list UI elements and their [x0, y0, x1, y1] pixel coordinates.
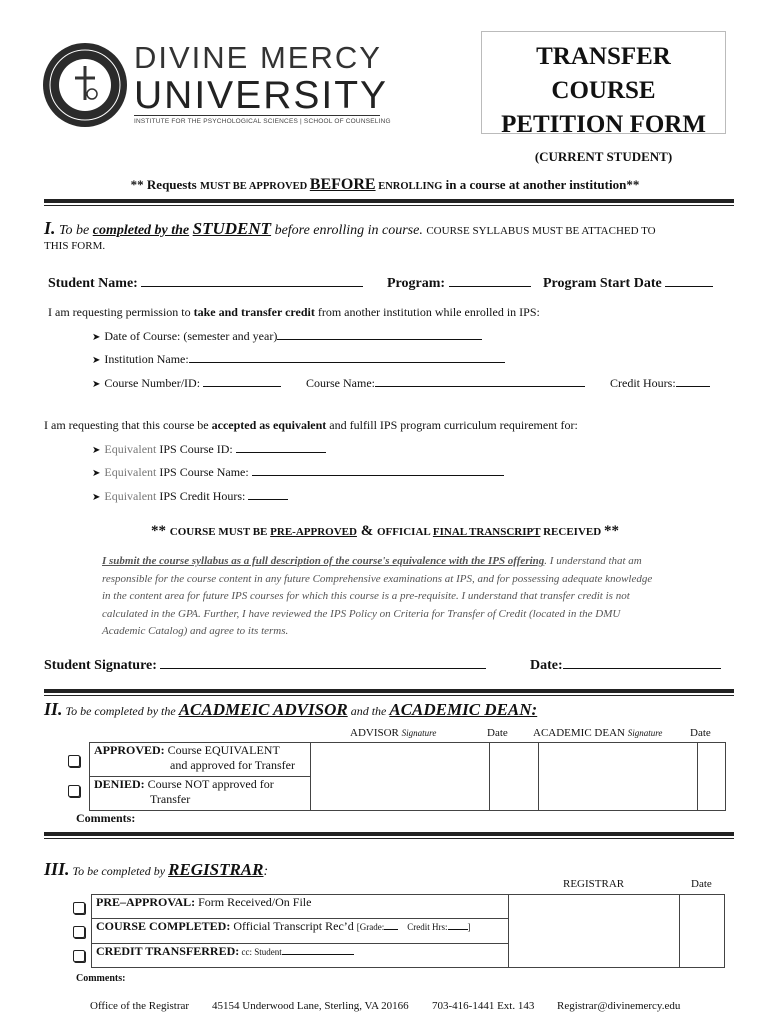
section-1-completed: completed by the: [92, 223, 190, 238]
section-2-and: and the: [347, 704, 390, 718]
section-1-text2: before enrolling in course.: [271, 223, 427, 238]
section-2-heading: [44, 699, 537, 720]
grade-label: [Grade:: [356, 922, 385, 933]
course-completed-text: Official Transcript Rec’d: [230, 919, 357, 934]
program-field: [387, 272, 531, 292]
denied-option: [90, 777, 311, 811]
course-name-label: Course Name:: [306, 376, 375, 390]
university-seal-logo: [42, 42, 128, 128]
form-subtitle: (CURRENT STUDENT): [534, 149, 673, 164]
divider-rule: [44, 832, 734, 836]
approved-text1: Course EQUIVALENT: [164, 743, 280, 757]
brand-name-line2: UNIVERSITY: [134, 74, 389, 117]
program-start-input[interactable]: [665, 272, 713, 287]
denied-text1: Course NOT approved for: [144, 777, 274, 791]
signature-date-input[interactable]: [563, 654, 721, 669]
equiv-course-name-input[interactable]: [252, 463, 504, 476]
denied-checkbox[interactable]: [68, 785, 80, 797]
arrow-bullet-icon: ➤: [92, 355, 101, 366]
credit-hours-label: Credit Hours:: [610, 376, 676, 390]
preapproval-requirement: [0, 522, 770, 540]
section-2-text1: To be completed by the: [62, 704, 179, 718]
grade-input[interactable]: [384, 920, 398, 930]
arrow-bullet-icon: ➤: [92, 332, 101, 343]
divider-rule-thin: [44, 838, 734, 839]
equiv-credit-hours-field: [92, 487, 288, 504]
program-input[interactable]: [449, 272, 531, 287]
preapproval-text-2: PRE-APPROVED: [270, 526, 357, 538]
section-1-number: I.: [44, 218, 56, 238]
equiv-text-1: I am requesting that this course be: [44, 418, 212, 432]
transfer-request-text: [48, 305, 540, 320]
section-1-student: STUDENT: [192, 219, 272, 238]
student-name-input[interactable]: [141, 272, 363, 287]
arrow-bullet-icon: ➤: [92, 492, 101, 503]
equiv-course-id-label: IPS Course ID:: [156, 442, 233, 456]
pre-approval-checkbox[interactable]: [73, 902, 85, 914]
advisor-signature-col: [350, 727, 436, 739]
date-of-course-field: [92, 327, 482, 344]
form-title-line2: PETITION FORM: [501, 111, 706, 138]
section-1-caps-line2: THIS FORM.: [44, 240, 106, 252]
equiv-word: Equivalent: [104, 442, 157, 456]
form-title-line1: TRANSFER COURSE: [536, 43, 671, 104]
student-signature-field: [44, 654, 486, 674]
brand-name-line1: DIVINE MERCY: [134, 40, 382, 75]
preapproval-stars-2: **: [603, 523, 619, 539]
equiv-course-id-input[interactable]: [236, 440, 326, 453]
divider-rule: [44, 689, 734, 693]
denied-label: DENIED:: [94, 777, 145, 791]
notice-text-4: in a course at another institution**: [442, 177, 640, 192]
denied-text2: Transfer: [150, 792, 191, 806]
section-3-text1: To be completed by: [69, 864, 169, 878]
arrow-bullet-icon: ➤: [92, 445, 101, 456]
cc-student-input[interactable]: [282, 945, 354, 955]
arrow-bullet-icon: ➤: [92, 379, 101, 390]
registrar-signature-cell[interactable]: [509, 895, 680, 968]
equiv-credit-hours-input[interactable]: [248, 487, 288, 500]
statement-underlined: I submit the course syllabus as a full description of the course's equivalence with the IPS offering: [102, 555, 545, 567]
request-text-2: from another institution while enrolled in IPS:: [314, 305, 540, 319]
course-completed-checkbox[interactable]: [73, 926, 85, 938]
approved-option: [90, 743, 311, 777]
credit-transferred-option: [92, 943, 509, 967]
course-number-input[interactable]: [203, 374, 281, 387]
section-3-comments-label: Comments:: [76, 973, 126, 984]
statement-body: I understand that am responsible for the course content in any future Comprehensive examinations at IPS, and for possessing adequate knowledge in the content area for future IPS courses for which this course is a pre-requisite. I understand that transfer credit is not calculated in the GPA. Further, I have reviewed the IPS Policy on Criteria for Transfer of Credit (located in the DMU Academic Catalog) and agree to its terms.: [102, 555, 653, 637]
advisor-col-label: ADVISOR: [350, 727, 399, 739]
credit-hrs-label: Credit Hrs:: [407, 922, 448, 933]
divider-rule-thin: [44, 695, 734, 696]
section-1-heading: [44, 218, 656, 239]
equiv-text-bold: accepted as equivalent: [211, 418, 327, 432]
advisor-signature-cell[interactable]: [311, 743, 490, 811]
brand-divider: [134, 115, 380, 116]
approved-text2: and approved for Transfer: [170, 758, 295, 772]
equivalency-request-text: [44, 418, 578, 433]
credit-transferred-text: cc: Student: [239, 946, 282, 957]
approved-checkbox[interactable]: [68, 755, 80, 767]
dean-date-cell[interactable]: [698, 743, 726, 811]
registrar-date-cell[interactable]: [680, 895, 725, 968]
preapproval-text-5: RECEIVED: [540, 526, 604, 538]
equiv-word: Equivalent: [104, 465, 157, 479]
pre-approval-text: Form Received/On File: [195, 895, 312, 909]
preapproval-amp: &: [356, 523, 377, 539]
preapproval-text-3: OFFICIAL: [376, 526, 433, 538]
section-3-heading: [44, 859, 268, 880]
course-number-field: [92, 374, 281, 391]
preapproval-text-1: COURSE MUST BE: [169, 526, 271, 538]
student-name-label: Student Name:: [48, 276, 138, 291]
notice-text-2: MUST BE APPROVED: [200, 181, 310, 192]
approved-label: APPROVED:: [94, 743, 165, 757]
approval-notice: [0, 176, 770, 194]
dean-signature-col: [533, 727, 662, 739]
signature-date-field: [530, 654, 721, 674]
footer-phone: 703-416-1441 Ext. 143: [432, 1000, 535, 1012]
equiv-course-id-field: [92, 440, 326, 457]
equiv-course-name-field: [92, 463, 504, 480]
equiv-course-name-label: IPS Course Name:: [156, 465, 249, 479]
equiv-credit-hours-label: IPS Credit Hours:: [156, 489, 246, 503]
footer-email[interactable]: Registrar@divinemercy.edu: [557, 1000, 681, 1012]
brand-tagline: INSTITUTE FOR THE PSYCHOLOGICAL SCIENCES | SCHOOL OF COUNSELING: [134, 118, 391, 125]
course-number-label: Course Number/ID:: [104, 376, 201, 390]
section-1-text: To be: [59, 223, 93, 238]
notice-text-3: ENROLLING: [375, 181, 443, 192]
pre-approval-option: [92, 895, 509, 919]
student-name-field: [48, 272, 363, 292]
form-title-box: [481, 31, 726, 164]
notice-before: BEFORE: [309, 176, 376, 193]
course-name-field: [306, 374, 585, 391]
credit-transferred-label: CREDIT TRANSFERRED:: [96, 943, 240, 958]
signature-date-label: Date:: [530, 658, 563, 673]
credit-hrs-input[interactable]: [448, 920, 468, 930]
credit-hrs-close: ]: [467, 922, 471, 933]
credit-transferred-checkbox[interactable]: [73, 950, 85, 962]
advisor-dean-approval-table: [89, 742, 726, 811]
institution-input[interactable]: [189, 350, 505, 363]
dean-date-col: Date: [690, 727, 711, 739]
dean-col-label: ACADEMIC DEAN: [533, 727, 625, 739]
credit-hours-field: [610, 374, 710, 391]
section-2-advisor: ACADMEIC ADVISOR: [178, 700, 348, 719]
program-start-label: Program Start Date: [543, 276, 662, 291]
program-start-field: [543, 272, 713, 292]
section-3-number: III.: [44, 859, 70, 879]
advisor-date-col: Date: [487, 727, 508, 739]
course-completed-option: [92, 919, 509, 943]
equiv-word: Equivalent: [104, 489, 157, 503]
course-completed-label: COURSE COMPLETED:: [96, 919, 231, 934]
dean-signature-cell[interactable]: [539, 743, 698, 811]
section-3-colon: :: [263, 864, 269, 879]
request-text-1: I am requesting permission to: [48, 305, 194, 319]
institution-label: Institution Name:: [104, 352, 189, 366]
divider-rule: [44, 199, 734, 203]
registrar-date-col: Date: [691, 878, 712, 890]
registrar-col: REGISTRAR: [563, 878, 625, 890]
footer-office: Office of the Registrar: [90, 1000, 190, 1012]
preapproval-stars-1: **: [151, 523, 170, 539]
arrow-bullet-icon: ➤: [92, 468, 101, 479]
program-label: Program:: [387, 276, 446, 291]
institution-field: [92, 350, 505, 367]
registrar-table: [91, 894, 725, 968]
footer-address: 45154 Underwood Lane, Sterling, VA 20166: [212, 1000, 409, 1012]
preapproval-text-4: FINAL TRANSCRIPT: [432, 526, 541, 538]
divider-rule-thin: [44, 205, 734, 206]
section-2-number: II.: [44, 699, 63, 719]
section-3-registrar: REGISTRAR: [168, 860, 264, 879]
pre-approval-label: PRE–APPROVAL:: [96, 895, 196, 909]
advisor-signature-word: Signature: [401, 728, 437, 738]
section-1-caps: COURSE SYLLABUS MUST BE ATTACHED TO: [426, 225, 656, 237]
section-2-dean: ACADEMIC DEAN:: [389, 700, 538, 719]
advisor-date-cell[interactable]: [490, 743, 539, 811]
date-of-course-input[interactable]: [277, 327, 482, 340]
student-signature-input[interactable]: [160, 654, 486, 669]
date-of-course-label: Date of Course: (semester and year): [104, 329, 278, 343]
dean-signature-word: Signature: [627, 728, 663, 738]
student-signature-label: Student Signature:: [44, 658, 157, 673]
request-text-bold: take and transfer credit: [193, 305, 315, 319]
equiv-text-2: and fulfill IPS program curriculum requirement for:: [326, 418, 578, 432]
notice-text-1: ** Requests: [130, 177, 200, 192]
course-name-input[interactable]: [375, 374, 585, 387]
section-2-comments-label: Comments:: [76, 811, 136, 825]
student-statement: I submit the course syllabus as a full description of the course's equivalence with the IPS offering. I understand that am responsible for the course content in any future Comprehensive examinations at IPS, and for possessing adequate knowledge in the content area for future IPS courses for which this course is a pre-requisite. I understand that transfer credit is not calculated in the GPA. Further, I have reviewed the IPS Policy on Criteria for Transfer of Credit (located in the DMU Academic Catalog) and agree to its terms.: [102, 555, 653, 637]
credit-hours-input[interactable]: [676, 374, 710, 387]
